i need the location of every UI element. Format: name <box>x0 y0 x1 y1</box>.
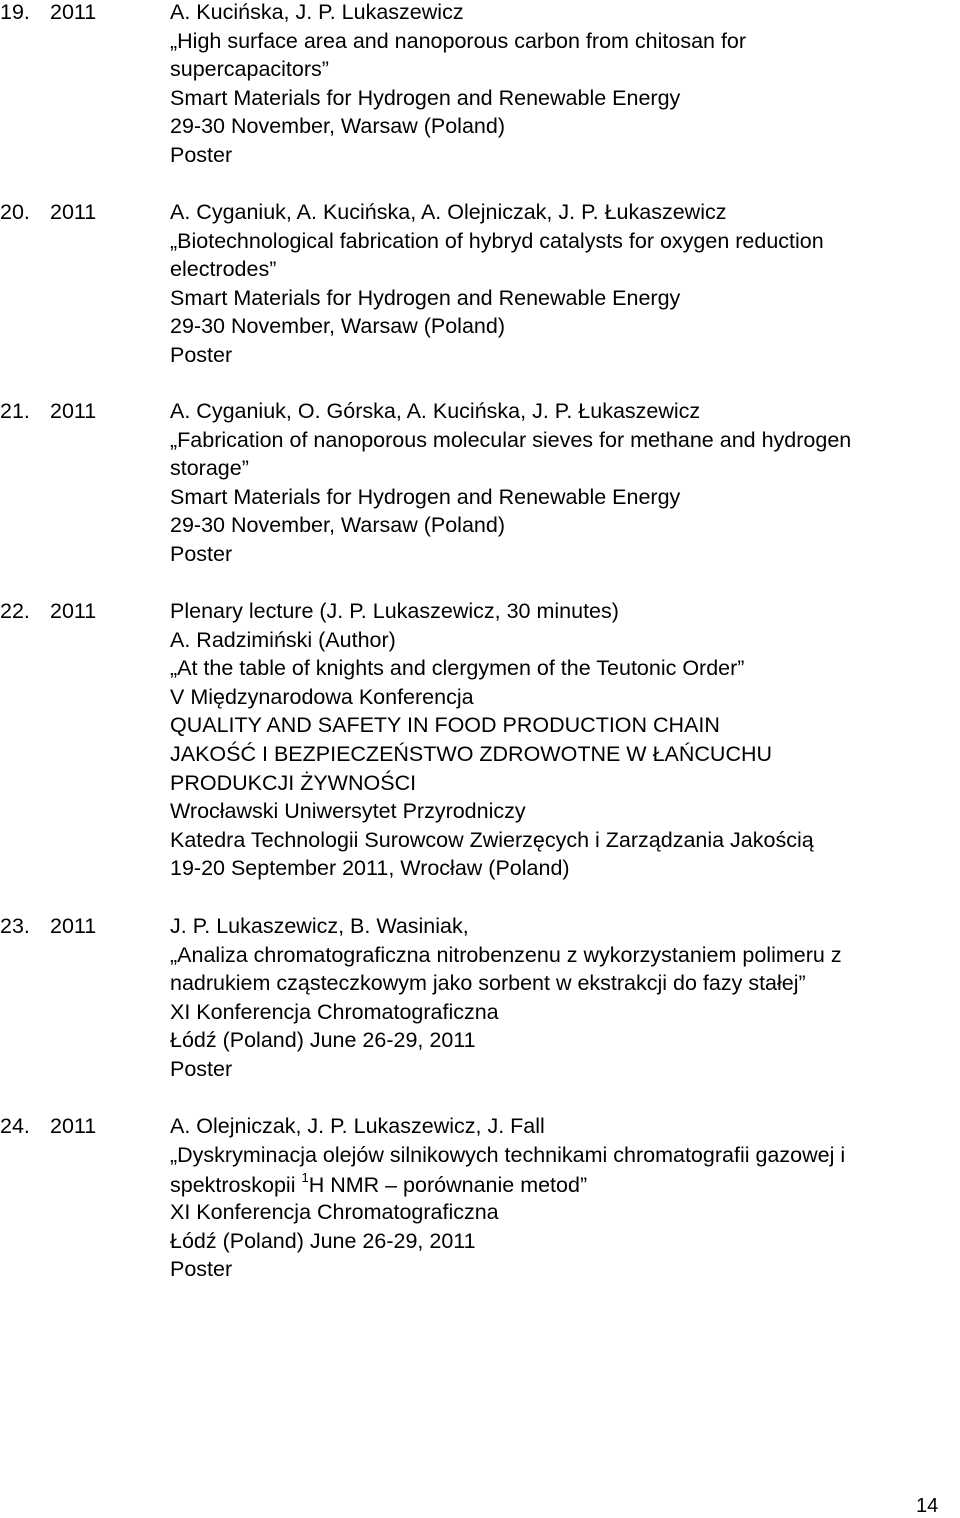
entry-title-line: „Fabrication of nanoporous molecular sieves for methane and hydrogen <box>170 428 852 452</box>
entry-event: Smart Materials for Hydrogen and Renewable Energy <box>170 86 681 110</box>
entry-authors: J. P. Lukaszewicz, B. Wasiniak, <box>170 914 469 938</box>
entry-date-place: Łódź (Poland) June 26-29, 2011 <box>170 1028 476 1052</box>
entry-type: Poster <box>170 143 233 167</box>
entry-year: 2011 <box>50 0 97 24</box>
entry-number: 21. <box>0 399 30 423</box>
entry-organizer: Wrocławski Uniwersytet Przyrodniczy <box>170 799 526 823</box>
entry-event: PRODUKCJI ŻYWNOŚCI <box>170 771 417 795</box>
entry-title-line <box>170 1169 588 1198</box>
entry-number: 22. <box>0 599 30 623</box>
entry-title-line: „Biotechnological fabrication of hybryd catalysts for oxygen reduction <box>170 229 824 253</box>
entry-type: Poster <box>170 542 233 566</box>
entry-type: Poster <box>170 343 233 367</box>
entry-type: Poster <box>170 1257 233 1281</box>
entry-event: V Międzynarodowa Konferencja <box>170 685 474 709</box>
entry-number: 23. <box>0 914 30 938</box>
entry-title-line: electrodes” <box>170 257 277 281</box>
entry-number: 20. <box>0 200 30 224</box>
entry-title-line: nadrukiem cząsteczkowym jako sorbent w ekstrakcji do fazy stałej” <box>170 971 806 995</box>
isotope-superscript: 1 <box>301 1169 309 1185</box>
entry-authors: A. Kucińska, J. P. Lukaszewicz <box>170 0 464 24</box>
entry-date-place: 29-30 November, Warsaw (Poland) <box>170 114 505 138</box>
entry-date-place: 29-30 November, Warsaw (Poland) <box>170 314 505 338</box>
entry-event: XI Konferencja Chromatograficzna <box>170 1200 499 1224</box>
title-text: spektroskopii <box>170 1173 302 1197</box>
entry-event: JAKOŚĆ I BEZPIECZEŃSTWO ZDROWOTNE W ŁAŃCUCHU <box>170 742 773 766</box>
entry-title-line: supercapacitors” <box>170 57 329 81</box>
entry-authors: A. Olejniczak, J. P. Lukaszewicz, J. Fall <box>170 1114 545 1138</box>
entry-title-line: „Dyskryminacja olejów silnikowych technikami chromatografii gazowej i <box>170 1143 846 1167</box>
entry-event: XI Konferencja Chromatograficzna <box>170 1000 499 1024</box>
entry-authors: A. Cyganiuk, O. Górska, A. Kucińska, J. P. Łukaszewicz <box>170 399 701 423</box>
entry-number: 24. <box>0 1114 30 1138</box>
entry-organizer: Katedra Technologii Surowcow Zwierzęcych i Zarządzania Jakością <box>170 828 814 852</box>
entry-type: Poster <box>170 1057 233 1081</box>
entry-authors: A. Radzimiński (Author) <box>170 628 396 652</box>
entry-title-line: „At the table of knights and clergymen of the Teutonic Order” <box>170 656 745 680</box>
entry-event: QUALITY AND SAFETY IN FOOD PRODUCTION CHAIN <box>170 713 720 737</box>
entry-authors: A. Cyganiuk, A. Kucińska, A. Olejniczak, J. P. Łukaszewicz <box>170 200 727 224</box>
entry-date-place: 29-30 November, Warsaw (Poland) <box>170 513 505 537</box>
entry-year: 2011 <box>50 399 97 423</box>
entry-year: 2011 <box>50 200 97 224</box>
entry-event: Smart Materials for Hydrogen and Renewable Energy <box>170 286 681 310</box>
entry-year: 2011 <box>50 599 97 623</box>
entry-lecture-type: Plenary lecture (J. P. Lukaszewicz, 30 minutes) <box>170 599 619 623</box>
entry-date-place: 19-20 September 2011, Wrocław (Poland) <box>170 856 570 880</box>
entry-title-line: „Analiza chromatograficzna nitrobenzenu z wykorzystaniem polimeru z <box>170 943 842 967</box>
entry-event: Smart Materials for Hydrogen and Renewable Energy <box>170 485 681 509</box>
entry-year: 2011 <box>50 1114 97 1138</box>
page-number: 14 <box>916 1495 939 1517</box>
entry-date-place: Łódź (Poland) June 26-29, 2011 <box>170 1229 476 1253</box>
entry-number: 19. <box>0 0 30 24</box>
entry-year: 2011 <box>50 914 97 938</box>
entry-title-line: storage” <box>170 456 249 480</box>
entry-title-line: „High surface area and nanoporous carbon from chitosan for <box>170 29 747 53</box>
title-text: H NMR – porównanie metod” <box>308 1173 588 1197</box>
